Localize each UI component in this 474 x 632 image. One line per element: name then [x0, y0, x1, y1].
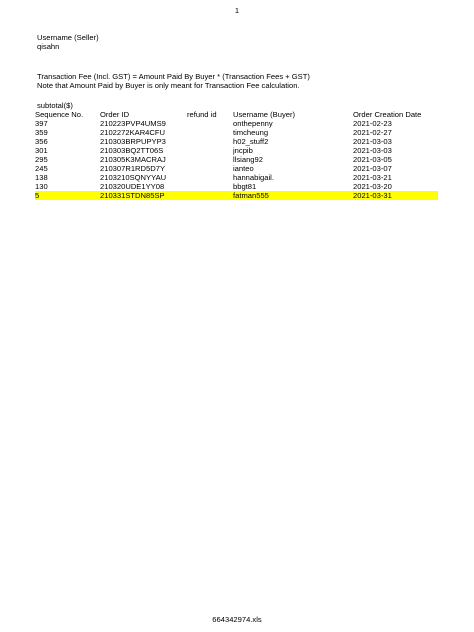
- buyer-cell: onthepenny: [233, 119, 273, 128]
- transaction-fee-note: [37, 72, 310, 90]
- refund-id-cell: [187, 182, 233, 191]
- sequence-cell: 301: [35, 146, 48, 155]
- order-id-cell: 210320UDE1YY08: [100, 182, 165, 191]
- table-row: [35, 137, 438, 146]
- page-number: 1: [234, 6, 240, 15]
- footer-filename: 664342974.xls: [212, 615, 262, 624]
- order-id-cell: 210223PVP4UMS9: [100, 119, 166, 128]
- table-row-highlighted: [35, 191, 438, 200]
- header-sequence-no: Sequence No.: [35, 110, 84, 119]
- subtotal-label: subtotal($): [37, 101, 73, 110]
- table-row: [35, 155, 438, 164]
- buyer-cell: hannabigail.: [233, 173, 274, 182]
- refund-id-cell: [187, 137, 233, 146]
- sequence-cell: 359: [35, 128, 48, 137]
- seller-username: qisahn: [37, 42, 60, 51]
- date-cell: 2021-02-23: [353, 119, 392, 128]
- table-row: [35, 182, 438, 191]
- refund-id-cell: [187, 164, 233, 173]
- header-order-id: Order ID: [100, 110, 130, 119]
- table-row: [35, 164, 438, 173]
- fee-formula: Transaction Fee (Incl. GST) = Amount Paid By Buyer * (Transaction Fees + GST): [37, 72, 310, 81]
- seller-block: [37, 33, 99, 51]
- refund-id-cell: [187, 119, 233, 128]
- buyer-cell: ianteo: [233, 164, 254, 173]
- table-row: [35, 119, 438, 128]
- date-cell: 2021-03-07: [353, 164, 392, 173]
- header-refund-id: refund id: [187, 110, 217, 119]
- header-order-creation-date: Order Creation Date: [353, 110, 422, 119]
- buyer-cell: jncpib: [233, 146, 253, 155]
- table-header-row: [35, 110, 438, 119]
- buyer-cell: llsiang92: [233, 155, 263, 164]
- order-id-cell: 2102272KAR4CFU: [100, 128, 166, 137]
- date-cell: 2021-03-03: [353, 146, 392, 155]
- buyer-cell: bbgt81: [233, 182, 257, 191]
- sequence-cell: 5: [35, 191, 100, 200]
- table-row: [35, 146, 438, 155]
- sequence-cell: 130: [35, 182, 48, 191]
- order-id-cell: 210303BQ2TT06S: [100, 146, 164, 155]
- refund-id-cell: [187, 155, 233, 164]
- date-cell: 2021-03-31: [353, 191, 438, 200]
- seller-label: Username (Seller): [37, 33, 99, 42]
- sequence-cell: 356: [35, 137, 48, 146]
- table-row: [35, 128, 438, 137]
- order-id-cell: 210331STDN85SP: [100, 191, 187, 200]
- date-cell: 2021-03-05: [353, 155, 392, 164]
- date-cell: 2021-03-20: [353, 182, 392, 191]
- sequence-cell: 245: [35, 164, 48, 173]
- order-id-cell: 210303BRPUPYP3: [100, 137, 166, 146]
- buyer-cell: h02_stuff2: [233, 137, 269, 146]
- header-buyer-username: Username (Buyer): [233, 110, 296, 119]
- date-cell: 2021-03-21: [353, 173, 392, 182]
- sequence-cell: 295: [35, 155, 48, 164]
- order-id-cell: 2103210SQNYYAU: [100, 173, 167, 182]
- sequence-cell: 138: [35, 173, 48, 182]
- sequence-cell: 397: [35, 119, 48, 128]
- refund-id-cell: [187, 173, 233, 182]
- orders-table: [35, 110, 438, 200]
- buyer-cell: fatman555: [233, 191, 353, 200]
- order-id-cell: 210307R1RD5D7Y: [100, 164, 166, 173]
- date-cell: 2021-02-27: [353, 128, 392, 137]
- buyer-cell: timcheung: [233, 128, 269, 137]
- refund-id-cell: [187, 128, 233, 137]
- date-cell: 2021-03-03: [353, 137, 392, 146]
- order-id-cell: 210305K3MACRAJ: [100, 155, 166, 164]
- refund-id-cell: [187, 191, 233, 200]
- refund-id-cell: [187, 146, 233, 155]
- fee-disclaimer: Note that Amount Paid by Buyer is only meant for Transaction Fee calculation.: [37, 81, 300, 90]
- table-row: [35, 173, 438, 182]
